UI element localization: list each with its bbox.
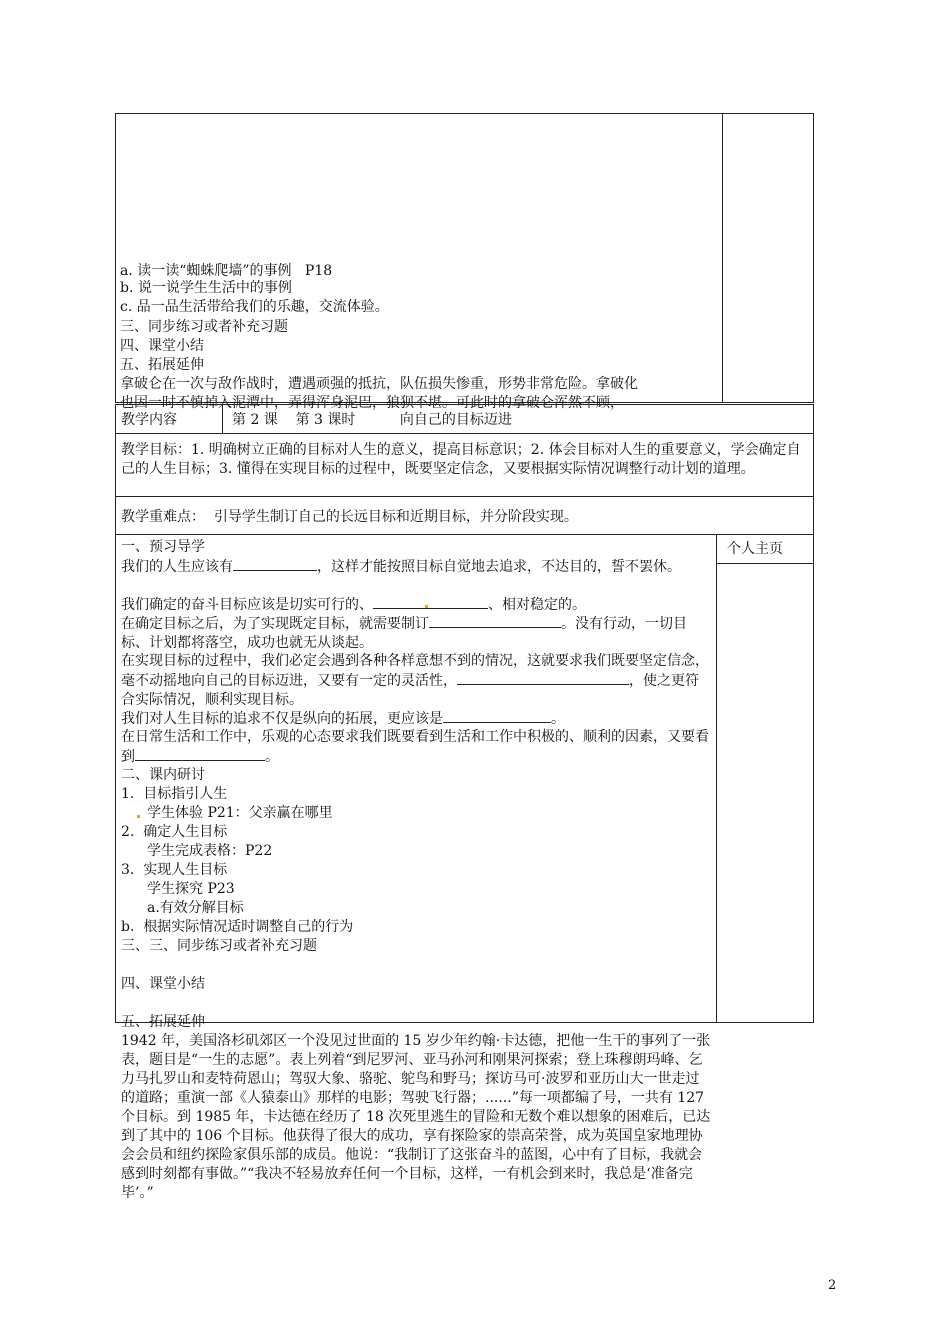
- header-label: 教学内容: [121, 412, 177, 428]
- upper-table-divider: [722, 113, 723, 403]
- fill-blank[interactable]: [457, 671, 629, 685]
- upper-line: 拿破仑在一次与敌作战时，遭遇顽强的抵抗，队伍损失惨重，形势非常危险。拿破化: [120, 376, 638, 392]
- section-title: 三、三、同步练习或者补充习题: [121, 938, 317, 954]
- section-title: 四、课堂小结: [121, 976, 205, 992]
- fill-blank[interactable]: [233, 557, 317, 571]
- list-item: 2. 确定人生目标: [121, 824, 228, 840]
- row-divider: [115, 534, 814, 535]
- row-divider: [115, 496, 814, 497]
- marker-dot: [137, 815, 140, 818]
- fill-blank[interactable]: [373, 595, 488, 609]
- row-divider: [115, 433, 814, 434]
- preview-item: 在日常生活和工作中，乐观的心态要求我们既要看到生活和工作中积极的、顺利的因素，又要看到 。: [121, 729, 709, 765]
- section-title: 二、课内研讨: [121, 767, 205, 783]
- lesson-title: 第 2 课 第 3 课时 向自己的目标迈进: [232, 412, 512, 428]
- list-subitem: 学生体验 P21：父亲赢在哪里: [147, 805, 333, 821]
- fill-blank[interactable]: [443, 709, 551, 723]
- list-item: 3. 实现人生目标: [121, 862, 228, 878]
- side-header-divider: [716, 563, 814, 564]
- side-col-divider: [716, 534, 717, 1023]
- fill-blank[interactable]: [429, 614, 561, 628]
- list-item: 1. 目标指引人生: [121, 786, 228, 802]
- upper-line: b. 说一说学生生活中的事例: [120, 280, 292, 296]
- list-subitem: a.有效分解目标: [147, 900, 244, 916]
- preview-item: 我们的人生应该有 ，这样才能按照目标自觉地去追求，不达目的，誓不罢休。: [121, 559, 681, 575]
- page-number: 2: [828, 1278, 837, 1293]
- preview-item: 在实现目标的过程中，我们必定会遇到各种各样意想不到的情况，这就要求我们既要坚定信念，毫不动摇地向自己的目标迈进，又要有一定的灵活性， ，使之更符合实际情况，顺利实现目标。: [121, 653, 709, 708]
- story-text: 1942 年，美国洛杉矶郊区一个没见过世面的 15 岁少年约翰·卡达德，把他一生干的事列了一张表，题目是“一生的志愿”。表上列着“到尼罗河、亚马孙河和刚果河探索；登上珠穆朗玛峰、乞力马扎罗山和麦特荷恩山；驾驭大象、骆驼、鸵鸟和野马；探访马可·波罗和亚历山大一世走过的道路；重演一部《人猿泰山》那样的电影；驾驶飞行器；......”每一项都编了号，一共有 127 个目标。到 1985 年，卡达德在经历了 18 次死里逃生的冒险和无数个难以想象的困难后，已达到了其中的 106 个目标。他获得了很大的成功，享有探险家的崇高荣誉，成为英国皇家地理协会会员和纽约探险家俱乐部的成员。他说：“我制订了这张奋斗的蓝图，心中有了目标，我就会感到时刻都有事做。”“我决不轻易放弃任何一个目标，这样，一有机会到来时，我总是‘准备完毕’。”: [121, 1033, 711, 1201]
- side-title: 个人主页: [727, 541, 783, 557]
- upper-line: 也因一时不慎掉入泥潭中，弄得浑身泥巴，狼狈不堪。可此时的拿破仑浑然不顾，: [120, 395, 624, 411]
- teaching-goals: 教学目标：1. 明确树立正确的目标对人生的意义，提高目标意识；2. 体会目标对人生的重要意义，学会确定自己的人生目标；3. 懂得在实现目标的过程中，既要坚定信念，又要根据实际情况调整行动计划的道理。: [121, 442, 801, 477]
- preview-item: 我们确定的奋斗目标应该是切实可行的、 、相对稳定的。: [121, 597, 586, 613]
- upper-cell-content: [120, 262, 720, 411]
- section-title: 一、预习导学: [121, 539, 205, 555]
- list-subitem: 学生完成表格：P22: [147, 843, 273, 859]
- marker-dot: [425, 605, 428, 608]
- upper-line: a. 读一读“蜘蛛爬墙”的事例 P18: [120, 263, 333, 279]
- key-points: 教学重难点： 引导学生制订自己的长远目标和近期目标，并分阶段实现。: [121, 509, 578, 525]
- header-col-divider: [222, 404, 223, 434]
- section-title: 五、拓展延伸: [121, 1014, 205, 1030]
- upper-line: c. 品一品生活带给我们的乐趣，交流体验。: [120, 299, 389, 315]
- preview-item: 在确定目标之后，为了实现既定目标，就需要制订 。没有行动，一切目标、计划都将落空，成功也就无从谈起。: [121, 616, 687, 651]
- preview-item: 我们对人生目标的追求不仅是纵向的拓展，更应该是 。: [121, 711, 565, 727]
- fill-blank[interactable]: [135, 747, 265, 761]
- list-item: b. 根据实际情况适时调整自己的行为: [121, 919, 354, 935]
- upper-line: 三、同步练习或者补充习题: [120, 319, 288, 335]
- upper-line: 四、课堂小结: [120, 338, 204, 354]
- list-subitem: 学生探究 P23: [147, 881, 235, 897]
- upper-line: 五、拓展延伸: [120, 357, 204, 373]
